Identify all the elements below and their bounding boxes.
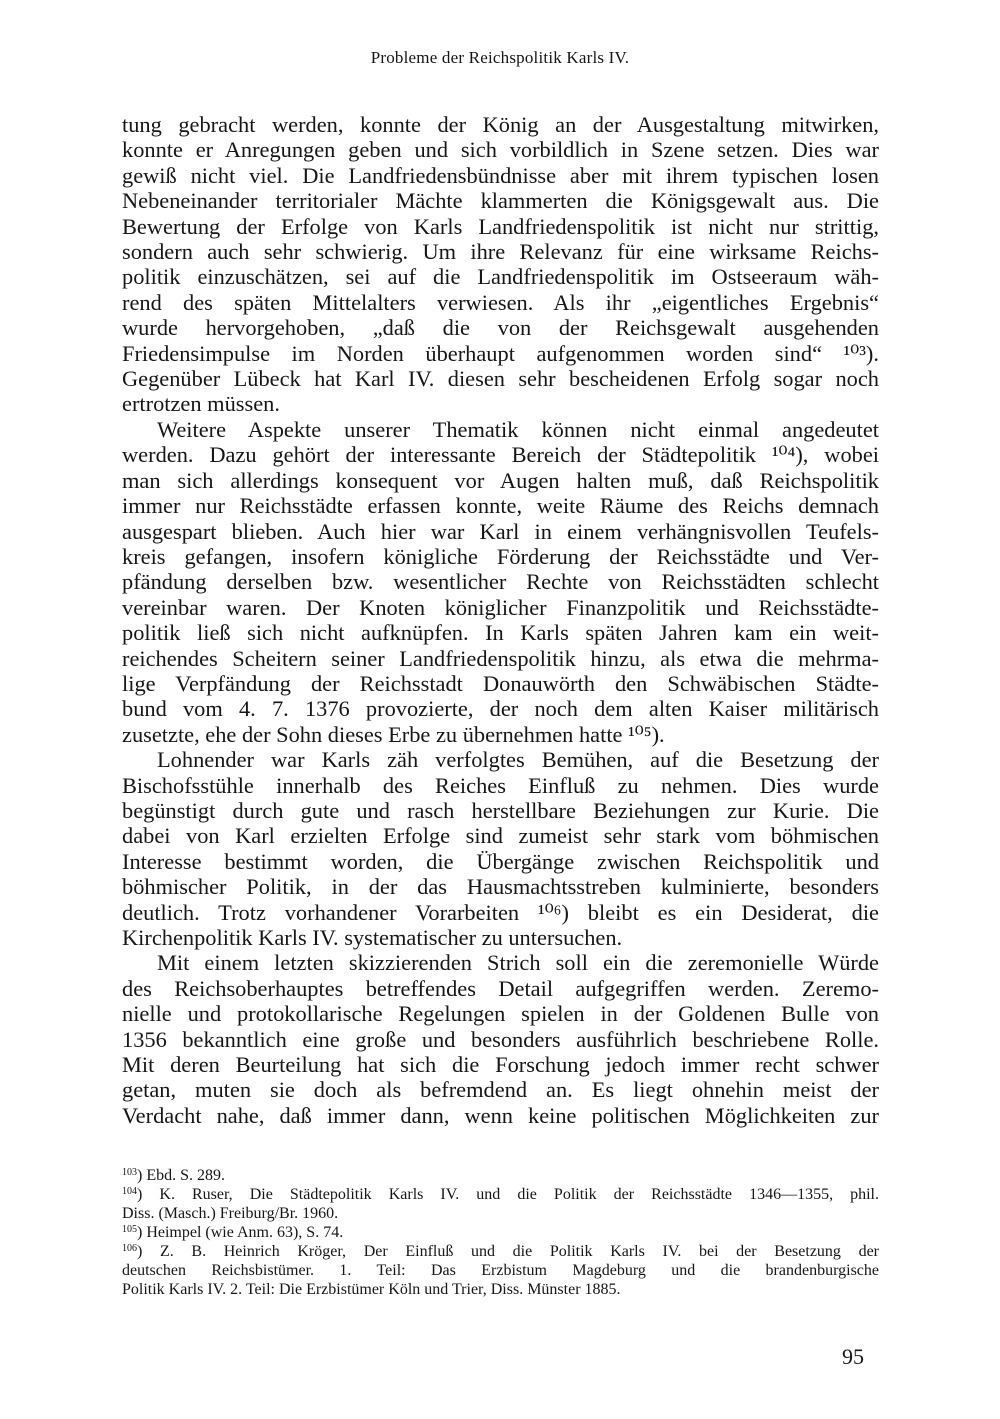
body-text	[122, 112, 879, 1128]
footnote-text: Z. B. Heinrich Kröger, Der Einfluß und die Politik Karls IV. bei der Besetzung der	[159, 1243, 879, 1260]
text-line: tung gebracht werden, konnte der König an der Ausgestaltung mitwirken,	[122, 112, 879, 137]
footnote-text: Heimpel (wie Anm. 63), S. 74.	[146, 1224, 344, 1241]
text-line: bund vom 4. 7. 1376 provozierte, der noch dem alten Kaiser militärisch	[122, 696, 879, 722]
text-line: zusetzte, ehe der Sohn dieses Erbe zu übernehmen hatte ¹⁰⁵).	[122, 721, 665, 747]
text-line: gewiß nicht viel. Die Landfriedensbündnisse aber mit ihrem typischen losen	[122, 162, 879, 188]
footnote-number: 105	[122, 1224, 137, 1235]
text-line: begünstigt durch gute und rasch herstellbare Beziehungen zur Kurie. Die	[122, 797, 879, 823]
text-line: getan, muten sie doch als befremdend an. Es liegt ohnehin meist der	[122, 1077, 879, 1103]
footnote-104: $^{104}$) K. Ruser, Die Städtepolitik Karls IV. und die Politik der Reichsstädte 1346—1355, phil. Diss. (Masch.) Freiburg/Br. 1960.	[122, 1186, 880, 1222]
text-line: ertrotzen müssen.	[122, 391, 280, 417]
running-head: Probleme der Reichspolitik Karls IV.	[370, 48, 630, 67]
text-line: rend des späten Mittelalters verwiesen. Als ihr „eigentliches Ergebnis“	[122, 289, 879, 315]
text-line: Nebeneinander territorialer Mächte klammerten die Königsgewalt aus. Die	[122, 188, 879, 214]
text-line: reichendes Scheitern seiner Landfriedenspolitik hinzu, als etwa die mehrma-	[122, 645, 879, 671]
text-line: Mit deren Beurteilung hat sich die Forschung jedoch immer recht schwer	[122, 1052, 879, 1078]
text-line: Interesse bestimmt worden, die Übergänge zwischen Reichspolitik und	[122, 848, 879, 874]
footnote-text: Diss. (Masch.) Freiburg/Br. 1960.	[122, 1205, 339, 1222]
text-line: immer nur Reichsstädte erfassen konnte, weite Räume des Reichs demnach	[122, 493, 879, 519]
text-line: pfändung derselben bzw. wesentlicher Rechte von Reichsstädten schlecht	[122, 569, 879, 595]
footnote-text: Ebd. S. 289.	[146, 1167, 225, 1184]
footnote-106: $^{106}$) Z. B. Heinrich Kröger, Der Einfluß und die Politik Karls IV. bei der Besetzung der deutschen Reichsbistümer. 1. Teil: Das Erzbistum Magdeburg und die brandenburgische Politik Karls IV. 2. Teil: Die Erzbistümer Köln und Trier, Diss. Münster 1885.	[122, 1243, 879, 1298]
text-line: böhmischer Politik, in der das Hausmachtsstreben kulminierte, besonders	[122, 874, 879, 900]
footnote-number: 104	[122, 1186, 137, 1197]
paragraph-2	[122, 417, 879, 747]
text-line: 1356 bekanntlich eine große und besonders ausführlich beschriebene Rolle.	[122, 1026, 879, 1052]
text-line: dabei von Karl erzielten Erfolge sind zumeist sehr stark vom böhmischen	[122, 823, 879, 849]
text-line: Bewertung der Erfolge von Karls Landfriedenspolitik ist nicht nur strittig,	[122, 213, 879, 239]
footnote-text: K. Ruser, Die Städtepolitik Karls IV. und die Politik der Reichsstädte 1346—1355, phil.	[159, 1186, 880, 1203]
text-line: Lohnender war Karls zäh verfolgtes Bemühen, auf die Besetzung der	[157, 747, 879, 773]
text-line: vereinbar waren. Der Knoten königlicher Finanzpolitik und Reichsstädte-	[122, 594, 879, 620]
text-line: lige Verpfändung der Reichsstadt Donauwörth den Schwäbischen Städte-	[122, 670, 879, 696]
text-line: des Reichsoberhauptes betreffendes Detail aufgegriffen werden. Zeremo-	[122, 975, 879, 1001]
text-line: Verdacht nahe, daß immer dann, wenn keine politischen Möglichkeiten zur	[122, 1102, 879, 1128]
page-number: 95	[842, 1344, 864, 1369]
text-line: Weitere Aspekte unserer Thematik können nicht einmal angedeutet	[157, 416, 879, 442]
text-line: Gegenüber Lübeck hat Karl IV. diesen sehr bescheidenen Erfolg sogar noch	[122, 366, 879, 392]
text-line: sondern auch sehr schwierig. Um ihre Relevanz für eine wirksame Reichs-	[122, 239, 879, 265]
text-line: Kirchenpolitik Karls IV. systematischer zu untersuchen.	[122, 925, 623, 950]
paragraph-3	[122, 747, 879, 950]
text-line: man sich allerdings konsequent vor Augen halten muß, daß Reichspolitik	[122, 467, 879, 493]
text-line: politik einzuschätzen, sei auf die Landfriedenspolitik im Ostseeraum wäh-	[122, 264, 879, 290]
text-line: wurde hervorgehoben, „daß die von der Reichsgewalt ausgehenden	[122, 315, 879, 341]
text-line: Bischofsstühle innerhalb des Reiches Einfluß zu nehmen. Dies wurde	[122, 772, 879, 798]
text-line: Friedensimpulse im Norden überhaupt aufgenommen worden sind“ ¹⁰³).	[122, 340, 879, 366]
text-line: ausgespart blieben. Auch hier war Karl in einem verhängnisvollen Teufels-	[122, 518, 879, 544]
footnote-105: $^{105}$) Heimpel (wie Anm. 63), S. 74.	[122, 1224, 344, 1241]
footnote-text: deutschen Reichsbistümer. 1. Teil: Das Erzbistum Magdeburg und die brandenburgische	[122, 1262, 879, 1279]
footnote-number: 106	[122, 1243, 137, 1254]
footnotes	[122, 1166, 879, 1299]
paragraph-4	[122, 950, 879, 1128]
footnote-103: $^{103}$) Ebd. S. 289.	[122, 1167, 225, 1184]
text-line: nielle und protokollarische Regelungen spielen in der Goldenen Bulle von	[122, 1001, 879, 1027]
text-line: politik ließ sich nicht aufknüpfen. In Karls späten Jahren kam ein weit-	[122, 620, 879, 646]
footnote-text: Politik Karls IV. 2. Teil: Die Erzbistümer Köln und Trier, Diss. Münster 1885.	[122, 1281, 621, 1298]
text-line: deutlich. Trotz vorhandener Vorarbeiten ¹⁰⁶) bleibt es ein Desiderat, die	[122, 899, 879, 925]
text-line: werden. Dazu gehört der interessante Bereich der Städtepolitik ¹⁰⁴), wobei	[122, 442, 879, 468]
paragraph-1	[122, 112, 879, 417]
text-line: konnte er Anregungen geben und sich vorbildlich in Szene setzen. Dies war	[122, 137, 879, 163]
text-line: kreis gefangen, insofern königliche Förderung der Reichsstädte und Ver-	[122, 543, 879, 569]
text-line: Mit einem letzten skizzierenden Strich soll ein die zeremonielle Würde	[157, 950, 879, 976]
footnote-number: 103	[122, 1167, 137, 1178]
